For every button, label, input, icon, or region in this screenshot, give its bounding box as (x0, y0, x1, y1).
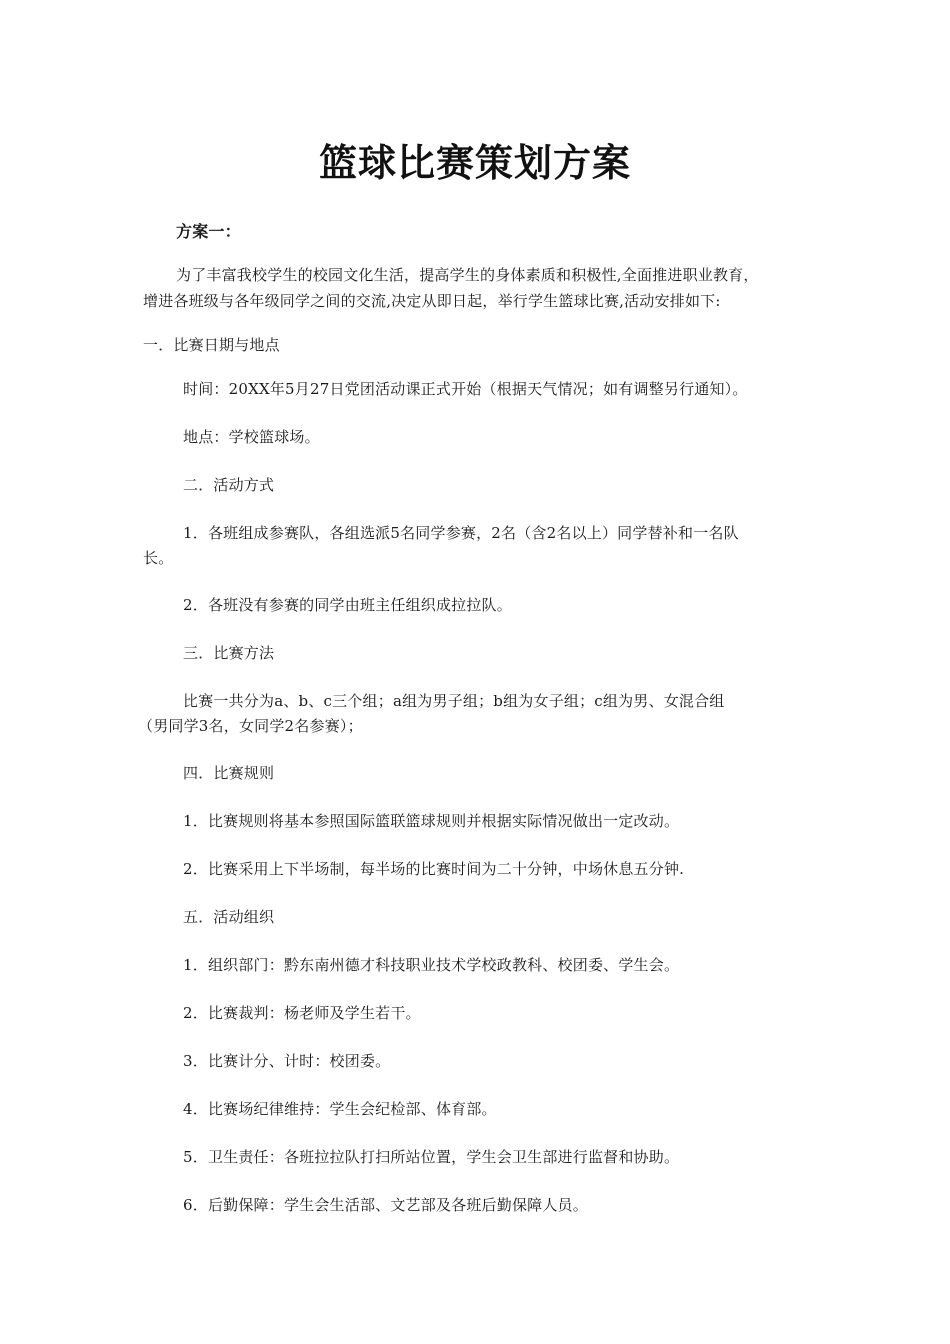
organization-item-6: 6．后勤保障：学生会生活部、文艺部及各班后勤保障人员。 (183, 1196, 588, 1214)
rules-item-1: 1．比赛规则将基本参照国际篮联篮球规则并根据实际情况做出一定改动。 (183, 812, 680, 830)
activity-item-2: 2．各班没有参赛的同学由班主任组织成拉拉队。 (183, 596, 512, 614)
intro-line-1: 为了丰富我校学生的校园文化生活，提高学生的身体素质和积极性,全面推进职业教育， (176, 266, 759, 284)
activity-item-1-line-1: 1．各班组成参赛队，各组选派5名同学参赛，2名（含2名以上）同学替补和一名队 (183, 524, 739, 542)
section-heading-date-place: 一．比赛日期与地点 (143, 336, 280, 354)
rules-item-2: 2．比赛采用上下半场制，每半场的比赛时间为二十分钟，中场休息五分钟. (183, 860, 685, 878)
organization-item-3: 3．比赛计分、计时：校团委。 (183, 1052, 391, 1070)
section-heading-match-method: 三．比赛方法 (183, 644, 275, 662)
section-heading-organization: 五．活动组织 (183, 908, 275, 926)
organization-item-4: 4．比赛场纪律维持：学生会纪检部、体育部。 (183, 1100, 497, 1118)
method-line-2: （男同学3名，女同学2名参赛）； (138, 717, 363, 735)
intro-line-2: 增进各班级与各年级同学之间的交流,决定从即日起，举行学生篮球比赛,活动安排如下: (143, 292, 721, 310)
section-heading-activity-mode: 二．活动方式 (183, 476, 275, 494)
organization-item-1: 1．组织部门：黔东南州德才科技职业技术学校政教科、校团委、学生会。 (183, 956, 680, 974)
activity-item-1-line-2: 长。 (143, 549, 174, 567)
method-line-1: 比赛一共分为a、b、c三个组；a组为男子组；b组为女子组；c组为男、女混合组 (183, 692, 725, 710)
organization-item-5: 5．卫生责任：各班拉拉队打扫所站位置，学生会卫生部进行监督和协助。 (183, 1148, 680, 1166)
place-paragraph: 地点：学校篮球场。 (183, 428, 320, 446)
time-paragraph: 时间：20XX年5月27日党团活动课正式开始（根据天气情况；如有调整另行通知）。 (183, 380, 748, 398)
scheme-label: 方案一： (176, 222, 241, 241)
organization-item-2: 2．比赛裁判：杨老师及学生若干。 (183, 1004, 421, 1022)
document-title: 篮球比赛策划方案 (318, 141, 631, 185)
section-heading-match-rules: 四．比赛规则 (183, 764, 275, 782)
